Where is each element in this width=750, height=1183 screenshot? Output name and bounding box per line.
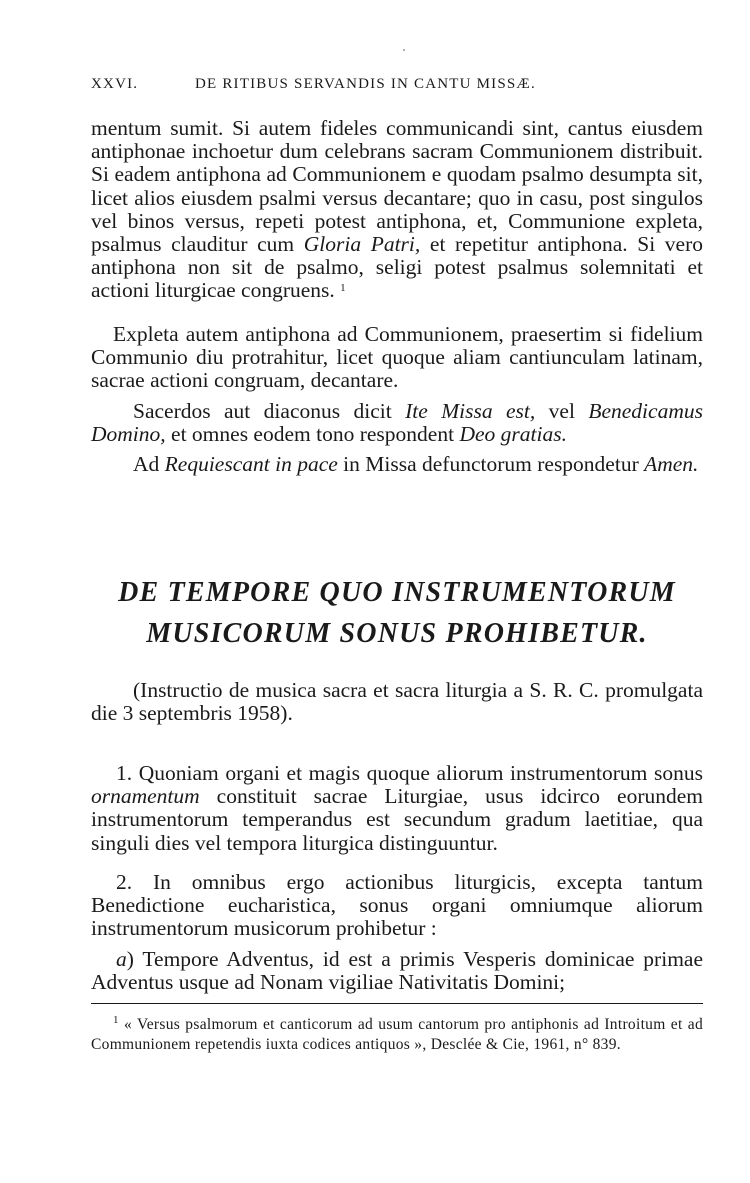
paragraph-requiescant	[91, 453, 703, 476]
paragraph-text: et repetitur antiphona. Si vero antiphona non sit de psalmo, seligi potest psalmus solemnitati et actioni liturgicae congruens.	[91, 232, 703, 303]
footnote-divider	[91, 1003, 703, 1004]
section-source-note	[91, 679, 703, 725]
item-letter: a	[116, 947, 127, 971]
running-title: DE RITIBUS SERVANDIS IN CANTU MISSÆ.	[195, 76, 536, 92]
paragraph-text: in Missa defunctorum respondetur	[337, 452, 645, 476]
paragraph-italic: Deo gratias.	[459, 422, 567, 447]
item-text: constituit sacrae Liturgiae, usus idcirco eorundem instrumentorum temperandus est secundum gradum laetitiae, qua singuli dies vel tempora liturgica distinguuntur.	[91, 784, 703, 855]
footnote-text: « Versus psalmorum et canticorum ad usum cantorum pro antiphonis ad Introitum et ad Communionem repetendis iuxta codices antiquos », Desclée & Cie, 1961, n° 839.	[91, 1016, 703, 1053]
footnote-mark: 1	[113, 1014, 119, 1026]
numbered-item-2	[91, 871, 703, 941]
footnote	[91, 1015, 703, 1055]
item-text: 1. Quoniam organi et magis quoque aliorum instrumentorum sonus	[116, 761, 703, 785]
paragraph-ite-missa-est	[91, 400, 703, 446]
section-title-line: DE TEMPORE QUO INSTRUMENTORUM	[118, 577, 676, 608]
paragraph-communion-antiphon	[91, 117, 703, 303]
numbered-item-1	[91, 762, 703, 855]
item-text: ) Tempore Adventus, id est a primis Vesperis dominicae primae Adventus usque ad Nonam vigiliae Nativitatis Domini;	[91, 947, 703, 995]
paragraph-text: Sacerdos aut diaconus dicit	[133, 399, 406, 423]
paragraph-italic: Amen.	[644, 452, 699, 476]
paragraph-italic: Ite Missa est,	[405, 399, 536, 423]
section-title-line: MUSICORUM SONUS PROHIBETUR.	[146, 618, 648, 649]
paragraph-cantiuncula	[91, 323, 703, 393]
paragraph-text: vel	[535, 399, 589, 423]
running-head	[91, 76, 703, 93]
paragraph-italic: Gloria Patri,	[303, 232, 421, 257]
lettered-item-a	[91, 948, 703, 994]
paragraph-italic: Requiescant in pace	[164, 452, 338, 476]
paragraph-text: Expleta autem antiphona ad Communionem, praesertim si fidelium Communio diu protrahitur, licet quoque aliam cantiunculam latinam, sacrae actioni congruam, decantare.	[91, 322, 703, 393]
paragraph-italic: Benedicamus Domino,	[91, 399, 703, 447]
page-speck	[403, 49, 405, 51]
paragraph-text: Ad	[133, 452, 165, 476]
paragraph-text: mentum sumit. Si autem fideles communicandi sint, cantus eiusdem antiphonae inchoetur dum celebrans sacram Communionem distribuit. Si eadem antiphona ad Communionem e quodam psalmo desumpta sit, licet alios eiusdem psalmi versus decantare; quo in casu, post singulos vel binos versus, repeti potest antiphona, et, Communione expleta, psalmus clauditur cum	[91, 116, 703, 257]
item-text: 2. In omnibus ergo actionibus liturgicis, excepta tantum Benedictione eucharistica, sonus organi omniumque aliorum instrumentorum musicorum prohibetur :	[91, 870, 703, 941]
item-italic: ornamentum	[91, 784, 200, 809]
paragraph-text: et omnes eodem tono respondent	[165, 422, 460, 447]
source-text: (Instructio de musica sacra et sacra liturgia a S. R. C. promulgata die 3 septembris 1958).	[91, 678, 703, 726]
footnote-reference: 1	[340, 282, 346, 295]
section-title	[91, 572, 703, 654]
page-number: XXVI.	[91, 76, 139, 92]
